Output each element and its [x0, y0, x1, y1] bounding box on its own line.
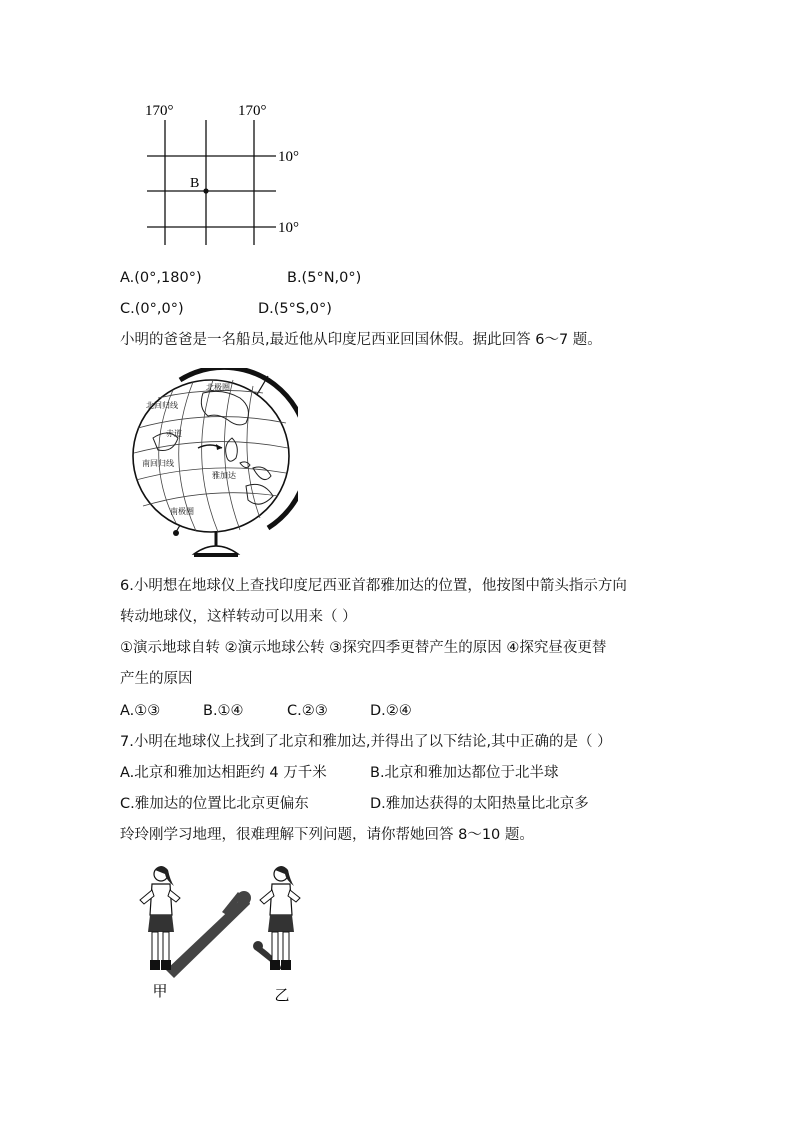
q5-option-a: A.(0°,180°) — [120, 270, 202, 286]
girl-figure-yi — [253, 866, 300, 970]
intro-8-10: 玲玲刚学习地理，很难理解下列问题，请你帮她回答 8～10 题。 — [120, 827, 534, 843]
globe-stand-base — [194, 546, 238, 554]
q5-option-d: D.(5°S,0°) — [258, 301, 332, 317]
globe-label-tropic-capricorn: 南回归线 — [142, 459, 174, 468]
grid-lines — [147, 120, 276, 245]
girl-figure-jia — [140, 866, 251, 978]
long-shadow — [166, 898, 250, 978]
q6-stem-line2: 转动地球仪，这样转动可以用来（ ） — [120, 609, 357, 625]
lat-label-top: 10° — [278, 149, 299, 165]
globe-label-equator: 赤道 — [166, 429, 182, 438]
label-yi: 乙 — [274, 988, 290, 1002]
globe-label-antarctic-circle: 南极圈 — [170, 507, 194, 516]
lat-lon-grid-figure — [140, 95, 320, 255]
intro-6-7: 小明的爸爸是一名船员,最近他从印度尼西亚回国休假。据此回答 6～7 题。 — [120, 332, 602, 348]
point-b-label: B — [190, 176, 200, 191]
shadow-figure — [130, 860, 330, 1002]
globe-stand-foot — [194, 553, 238, 557]
q6-statements-line2: 产生的原因 — [120, 671, 193, 687]
globe-axis-bottom-knob — [173, 530, 179, 536]
q5-option-c: C.(0°,0°) — [120, 301, 184, 317]
q6-statements-line1: ①演示地球自转 ②演示地球公转 ③探究四季更替产生的原因 ④探究昼夜更替 — [120, 640, 607, 656]
q6-option-c: C.②③ — [287, 703, 328, 719]
q7-option-a: A.北京和雅加达相距约 4 万千米 — [120, 765, 327, 781]
q5-option-b: B.(5°N,0°) — [287, 270, 362, 286]
q6-option-b: B.①④ — [203, 703, 244, 719]
q6-stem-line1: 6.小明想在地球仪上查找印度尼西亚首都雅加达的位置，他按图中箭头指示方向 — [120, 578, 627, 594]
q7-option-b: B.北京和雅加达都位于北半球 — [370, 765, 559, 781]
globe-label-arctic-circle: 北极圈 — [206, 383, 230, 392]
short-shadow-head — [253, 941, 263, 951]
globe-label-jakarta: 雅加达 — [212, 471, 236, 480]
q6-option-a: A.①③ — [120, 703, 161, 719]
globe-figure — [128, 368, 298, 566]
lat-label-bottom: 10° — [278, 220, 299, 236]
globe-label-tropic-cancer: 北回归线 — [146, 401, 178, 410]
point-b-marker — [203, 188, 208, 193]
q7-option-c: C.雅加达的位置比北京更偏东 — [120, 796, 309, 812]
q6-option-d: D.②④ — [370, 703, 412, 719]
q7-stem: 7.小明在地球仪上找到了北京和雅加达,并得出了以下结论,其中正确的是（ ） — [120, 734, 612, 750]
lon-label-right: 170° — [238, 103, 267, 119]
label-jia: 甲 — [152, 984, 168, 1000]
lon-label-left: 170° — [145, 103, 174, 119]
q7-option-d: D.雅加达获得的太阳热量比北京多 — [370, 796, 589, 812]
